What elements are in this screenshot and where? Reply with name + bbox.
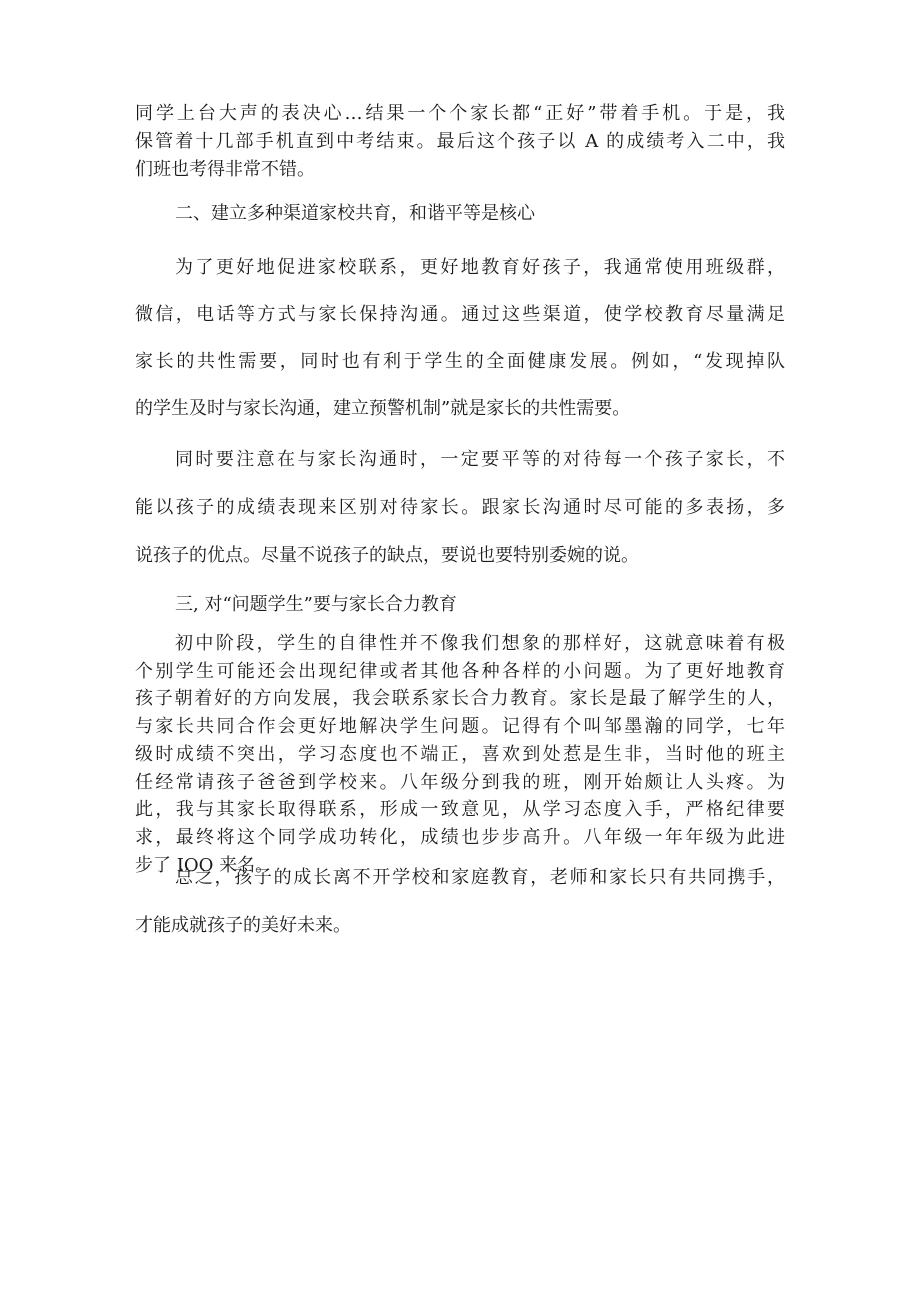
paragraph-line: 与家长共同合作会更好地解决学生问题。记得有个叫邹墨瀚的同学，七年: [135, 716, 785, 738]
paragraph-4: [135, 630, 785, 879]
paragraph-line: 的学生及时与家长沟通，建立预警机制”就是家长的共性需要。: [135, 398, 631, 419]
paragraph-line: 初中阶段，学生的自律性并不像我们想象的那样好，这就意味着有极: [175, 633, 785, 654]
paragraph-1: [135, 100, 785, 184]
paragraph-line: 微信，电话等方式与家长保持沟通。通过这些渠道，使学校教育尽量满足: [135, 304, 785, 325]
section-heading-3: 三, 对“问题学生”要与家长合力教育: [175, 594, 457, 615]
paragraph-line: 才能成就孩子的美好未来。: [135, 915, 351, 936]
paragraph-line: 个别学生可能还会出现纪律或者其他各种各样的小问题。为了更好地教育: [135, 660, 785, 682]
paragraph-line: 任经常请孩子爸爸到学校来。八年级分到我的班，刚开始颇让人头疼。为: [135, 771, 785, 793]
paragraph-line: 保管着十几部手机直到中考结束。最后这个孩子以 A 的成绩考入二中，我: [135, 131, 785, 152]
paragraph-line: 同学上台大声的表决心…结果一个个家长都“正好”带着手机。于是，我: [135, 103, 785, 124]
paragraph-line: 步了 IOO 来名。: [135, 854, 274, 876]
section-heading-2: 二、建立多种渠道家校共育，和谐平等是核心: [175, 203, 535, 224]
paragraph-line: 孩子朝着好的方向发展，我会联系家长合力教育。家长是最了解学生的人，: [135, 688, 785, 710]
paragraph-5: [135, 854, 785, 950]
paragraph-3: [135, 436, 785, 580]
paragraph-line: 同时要注意在与家长沟通时，一定要平等的对待每一个孩子家长，不: [175, 449, 785, 470]
paragraph-line: 级时成绩不突出，学习态度也不端正，喜欢到处惹是生非，当时他的班主: [135, 743, 785, 765]
paragraph-line: 此，我与其家长取得联系，形成一致意见，从学习态度入手，严格纪律要: [135, 799, 785, 821]
paragraph-line: 总之，孩子的成长离不开学校和家庭教育，老师和家长只有共同携手，: [175, 867, 785, 888]
paragraph-line: 说孩子的优点。尽量不说孩子的缺点，要说也要特别委婉的说。: [135, 545, 639, 566]
paragraph-line: 们班也考得非常不错。: [135, 159, 315, 180]
paragraph-line: 求，最终将这个同学成功转化，成绩也步步高升。八年级一年年级为此进: [135, 826, 785, 848]
paragraph-line: 为了更好地促进家校联系，更好地教育好孩子，我通常使用班级群，: [175, 257, 785, 278]
paragraph-2: [135, 244, 785, 432]
paragraph-line: 能以孩子的成绩表现来区别对待家长。跟家长沟通时尽可能的多表扬，多: [135, 497, 785, 518]
paragraph-line: 家长的共性需要，同时也有利于学生的全面健康发展。例如，“发现掉队: [135, 351, 785, 372]
